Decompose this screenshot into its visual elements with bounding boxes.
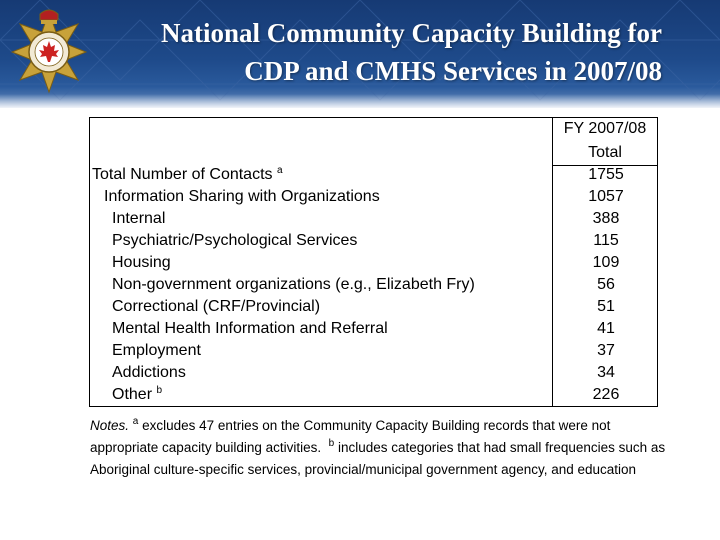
row-value: 109	[592, 254, 620, 271]
row-value: 115	[593, 232, 619, 249]
table-row	[91, 230, 658, 252]
contacts-table	[89, 117, 658, 407]
header-banner	[0, 0, 720, 108]
row-label: Psychiatric/Psychological Services	[112, 232, 358, 249]
title-line-1: National Community Capacity Building for	[160, 18, 662, 48]
table-row	[91, 164, 658, 186]
row-label: Addictions	[112, 364, 186, 381]
row-value: 41	[597, 320, 615, 337]
table-row	[91, 362, 658, 384]
column-header-total: Total	[588, 144, 622, 161]
row-label	[91, 384, 162, 406]
table-row	[91, 340, 658, 362]
row-value: 34	[597, 364, 615, 381]
footnote-b-text: includes categories that had small frequencies such as Aboriginal culture-specific services, provincial/municipal government agency, and education	[90, 440, 666, 477]
banner-fade	[0, 94, 720, 108]
row-label: Housing	[112, 254, 171, 271]
row-label	[91, 164, 283, 186]
table-row	[91, 208, 658, 230]
footnote-a-mark: a	[132, 416, 139, 427]
table-notes	[90, 415, 680, 481]
footnote-mark: a	[276, 165, 283, 176]
title-line-2: CDP and CMHS Services in 2007/08	[244, 56, 662, 86]
table-row	[91, 318, 658, 340]
corrections-badge-logo	[4, 4, 94, 94]
row-value: 1057	[588, 188, 624, 205]
row-label-text: Total Number of Contacts	[92, 166, 273, 183]
column-header-year: FY 2007/08	[563, 120, 647, 137]
footnote-b-mark: b	[328, 438, 335, 449]
row-value: 37	[597, 342, 615, 359]
row-value: 51	[597, 298, 615, 315]
row-value: 1755	[588, 166, 624, 183]
row-label: Internal	[112, 210, 166, 227]
table-row	[91, 296, 658, 318]
notes-prefix: Notes.	[90, 418, 130, 433]
table-row	[91, 384, 658, 406]
footnote-a-text: excludes 47 entries on the Community Capacity Building records that were not appropriate capacity building activities.	[90, 418, 611, 455]
row-label: Information Sharing with Organizations	[104, 188, 380, 205]
table-row	[91, 274, 658, 296]
row-label-text: Other	[112, 386, 153, 403]
row-value: 388	[592, 210, 620, 227]
row-label: Mental Health Information and Referral	[112, 320, 388, 337]
table-row	[91, 252, 658, 274]
row-value: 56	[597, 276, 615, 293]
table-row	[91, 186, 658, 208]
page-title	[96, 14, 662, 90]
row-label: Correctional (CRF/Provincial)	[112, 298, 321, 315]
row-label: Non-government organizations (e.g., Elizabeth Fry)	[112, 276, 475, 293]
footnote-mark: b	[156, 385, 163, 396]
row-value: 226	[592, 386, 620, 403]
row-label: Employment	[112, 342, 201, 359]
